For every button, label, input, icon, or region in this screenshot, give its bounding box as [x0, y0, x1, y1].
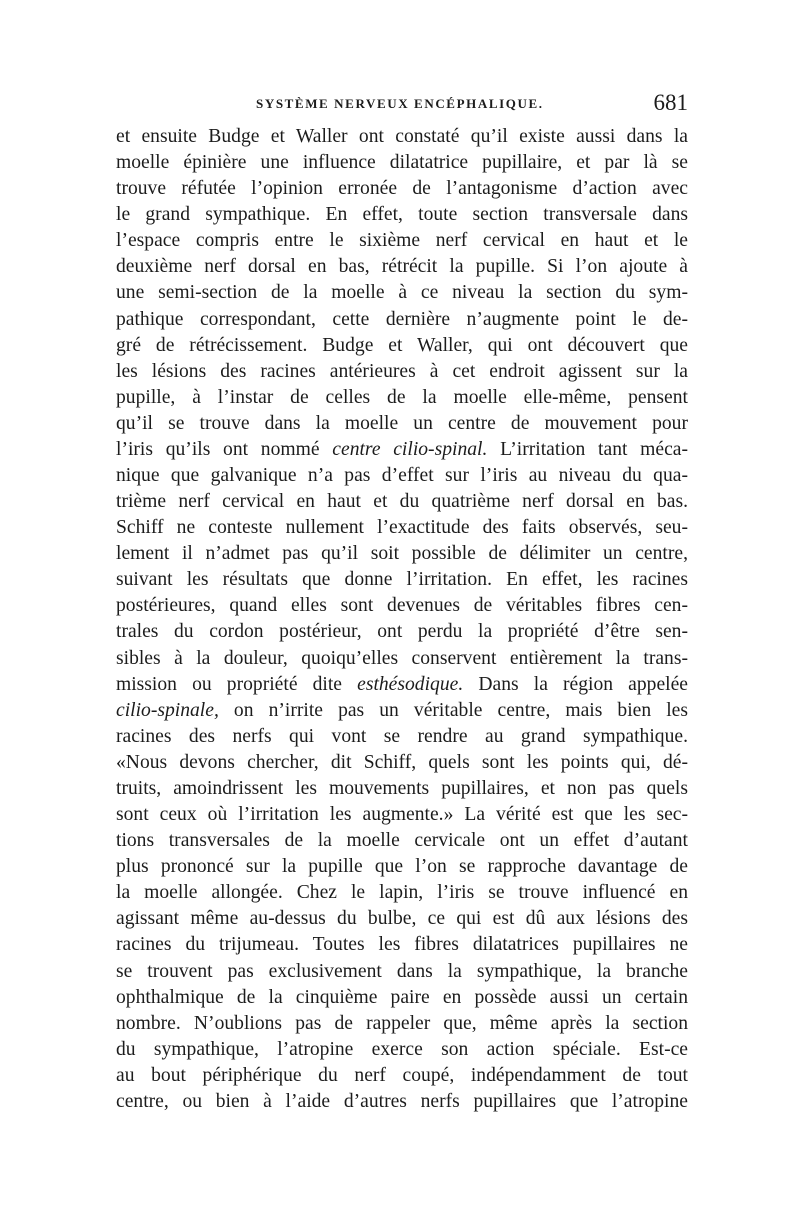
text-line: [116, 724, 688, 750]
text-line: [116, 385, 688, 411]
text-line: [116, 932, 688, 958]
text-segment: plus prononcé sur la pupille que l’on se rapproche davantage de: [116, 856, 688, 878]
text-line: [116, 176, 688, 202]
text-segment: une semi-section de la moelle à ce niveau la section du sym-: [116, 282, 688, 304]
text-segment: «Nous devons chercher, dit Schiff, quels sont les points qui, dé-: [116, 751, 688, 773]
text-segment: pupille, à l’instar de celles de la moelle elle-même, pensent: [116, 386, 688, 408]
text-segment: suivant les résultats que donne l’irritation. En effet, les racines: [116, 569, 688, 591]
text-segment: se trouvent pas exclusivement dans la sympathique, la branche: [116, 960, 688, 982]
text-segment: centre, ou bien à l’aide d’autres nerfs pupillaires que l’atropine: [116, 1090, 688, 1112]
text-line: [116, 619, 688, 645]
text-segment: Dans la région appelée: [463, 673, 688, 695]
text-segment: moelle épinière une influence dilatatrice pupillaire, et par là se: [116, 152, 688, 174]
text-segment: racines des nerfs qui vont se rendre au grand sympathique.: [116, 725, 688, 747]
text-line: [116, 1037, 688, 1063]
text-line: [116, 254, 688, 280]
text-segment: deuxième nerf dorsal en bas, rétrécit la pupille. Si l’on ajoute à: [116, 256, 688, 278]
italic-term: centre cilio-spinal.: [332, 438, 488, 460]
text-line: [116, 646, 688, 672]
text-line: [116, 228, 688, 254]
text-line: [116, 567, 688, 593]
text-segment: postérieures, quand elles sont devenues de véritables fibres cen-: [116, 595, 688, 617]
text-line: [116, 541, 688, 567]
text-line: [116, 672, 688, 698]
text-line: [116, 333, 688, 359]
text-segment: nombre. N’oublions pas de rappeler que, même après la section: [116, 1012, 688, 1034]
text-line: [116, 202, 688, 228]
italic-term: cilio-spinale,: [116, 699, 219, 721]
text-segment: et ensuite Budge et Waller ont constaté qu’il existe aussi dans la: [116, 126, 688, 147]
text-line: [116, 489, 688, 515]
text-line: [116, 437, 688, 463]
text-segment: Schiff ne conteste nullement l’exactitude des faits observés, seu-: [116, 517, 688, 539]
text-segment: la moelle allongée. Chez le lapin, l’iris se trouve influencé en: [116, 882, 688, 904]
text-segment: qu’il se trouve dans la moelle un centre de mouvement pour: [116, 412, 688, 434]
text-segment: gré de rétrécissement. Budge et Waller, qui ont découvert que: [116, 334, 688, 356]
text-segment: pathique correspondant, cette dernière n’augmente point le de-: [116, 308, 688, 330]
running-head: [116, 90, 688, 120]
text-line: [116, 593, 688, 619]
text-line: [116, 828, 688, 854]
text-line: [116, 1063, 688, 1089]
text-line: [116, 124, 688, 150]
text-line: [116, 880, 688, 906]
text-segment: ophthalmique de la cinquième paire en possède aussi un certain: [116, 986, 688, 1008]
text-segment: l’espace compris entre le sixième nerf cervical en haut et le: [116, 230, 688, 252]
text-segment: sont ceux où l’irritation les augmente.» La vérité est que les sec-: [116, 804, 688, 826]
text-line: [116, 1011, 688, 1037]
page-number: 681: [653, 90, 688, 115]
text-segment: les lésions des racines antérieures à cet endroit agissent sur la: [116, 360, 688, 382]
text-line: [116, 802, 688, 828]
text-line: [116, 411, 688, 437]
text-segment: le grand sympathique. En effet, toute section transversale dans: [116, 204, 688, 226]
text-segment: truits, amoindrissent les mouvements pupillaires, et non pas quels: [116, 777, 688, 799]
text-segment: sibles à la douleur, quoiqu’elles conservent entièrement la trans-: [116, 647, 688, 669]
italic-term: esthésodique.: [357, 673, 464, 695]
text-line: [116, 776, 688, 802]
text-segment: on n’irrite pas un véritable centre, mais bien les: [218, 699, 688, 721]
text-segment: lement il n’admet pas qu’il soit possible de délimiter un centre,: [116, 543, 688, 565]
text-segment: trième nerf cervical en haut et du quatrième nerf dorsal en bas.: [116, 491, 688, 513]
text-line: [116, 985, 688, 1011]
text-segment: tions transversales de la moelle cervicale ont un effet d’autant: [116, 830, 688, 852]
text-segment: l’iris qu’ils ont nommé: [116, 438, 333, 460]
text-segment: au bout périphérique du nerf coupé, indépendamment de tout: [116, 1064, 688, 1086]
text-line: [116, 959, 688, 985]
text-line: [116, 698, 688, 724]
text-line: [116, 515, 688, 541]
text-segment: L’irritation tant méca-: [487, 438, 689, 460]
text-segment: du sympathique, l’atropine exerce son action spéciale. Est-ce: [116, 1038, 688, 1060]
text-line: [116, 307, 688, 333]
text-segment: mission ou propriété dite: [116, 673, 358, 695]
text-line: [116, 359, 688, 385]
running-title: SYSTÈME NERVEUX ENCÉPHALIQUE.: [256, 96, 544, 111]
text-line: [116, 150, 688, 176]
text-line: [116, 1089, 688, 1115]
text-line: [116, 463, 688, 489]
text-segment: trales du cordon postérieur, ont perdu la propriété d’être sen-: [116, 621, 688, 643]
text-line: [116, 854, 688, 880]
text-line: [116, 280, 688, 306]
text-segment: nique que galvanique n’a pas d’effet sur l’iris au niveau du qua-: [116, 465, 688, 487]
text-line: [116, 750, 688, 776]
text-segment: racines du trijumeau. Toutes les fibres dilatatrices pupillaires ne: [116, 934, 688, 956]
text-segment: agissant même au-dessus du bulbe, ce qui est dû aux lésions des: [116, 908, 688, 930]
text-line: [116, 906, 688, 932]
text-segment: trouve réfutée l’opinion erronée de l’antagonisme d’action avec: [116, 178, 688, 200]
body-text: [116, 124, 688, 1115]
